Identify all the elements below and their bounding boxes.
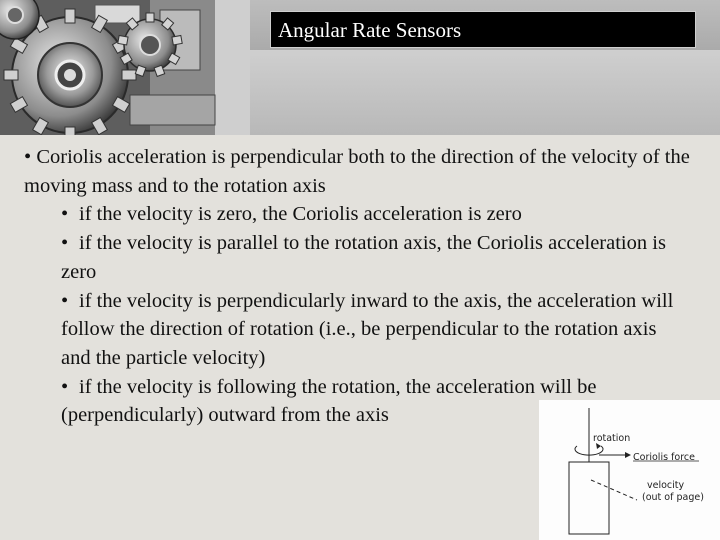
rotation-label: rotation xyxy=(593,433,631,444)
coriolis-arrowhead xyxy=(625,452,631,458)
velocity-line xyxy=(591,480,637,500)
mass-box xyxy=(569,462,609,534)
bullet-marker: • xyxy=(24,146,32,168)
bullet-marker: • xyxy=(61,375,69,398)
slide-title: Angular Rate Sensors xyxy=(278,18,462,42)
sub-bullet-1 xyxy=(61,200,681,229)
mems-gears-photo xyxy=(0,0,250,135)
sub-bullet-text: if the velocity is following the rotation, the acceleration will be (perpendicularly) outward from the axis xyxy=(61,375,597,427)
bullet-marker: • xyxy=(61,289,69,312)
sub-bullet-text: if the velocity is perpendicularly inward to the axis, the acceleration will follow the direction of rotation (i.e., be perpendicular to the rotation axis and the particle velocity) xyxy=(61,289,674,369)
sub-bullet-text: if the velocity is parallel to the rotation axis, the Coriolis acceleration is zero xyxy=(61,232,666,283)
bullet-marker: • xyxy=(61,203,69,226)
velocity-note: (out of page) xyxy=(642,492,704,503)
sub-bullet-3 xyxy=(61,287,681,373)
velocity-label: velocity xyxy=(647,480,685,491)
sub-bullet-text: if the velocity is zero, the Coriolis acceleration is zero xyxy=(79,203,522,226)
slide-title-bar xyxy=(270,11,696,48)
bullet-main xyxy=(24,143,700,200)
header-band-light xyxy=(250,50,720,135)
coriolis-label: Coriolis force xyxy=(633,452,695,463)
coriolis-diagram xyxy=(539,400,720,540)
slide-content xyxy=(24,143,700,430)
sub-bullet-2 xyxy=(61,229,681,286)
bullet-marker: • xyxy=(61,232,69,255)
bullet-main-text: Coriolis acceleration is perpendicular both to the direction of the velocity of the moving mass and to the rotation axis xyxy=(24,146,690,197)
